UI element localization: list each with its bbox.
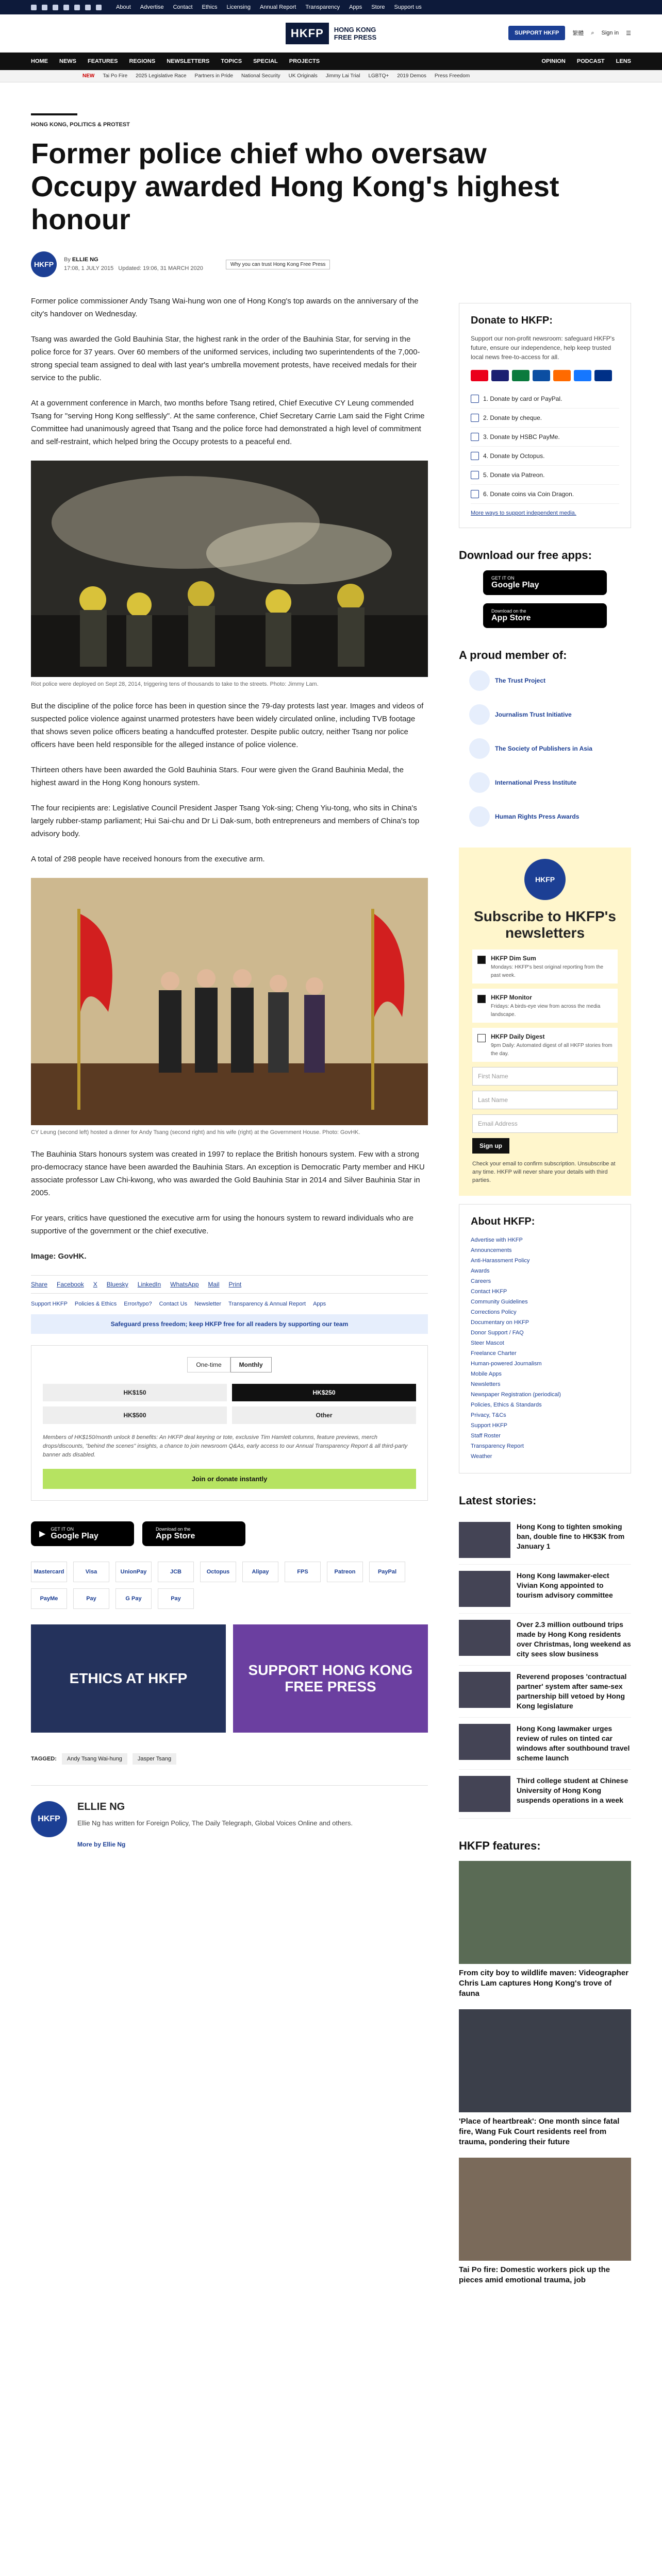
sidebar [459,295,631,2296]
topbar-link-ethics[interactable]: Ethics [202,4,218,10]
trust-project-icon [469,670,490,691]
about-link[interactable]: Mobile Apps [471,1371,502,1377]
member-hrpa[interactable]: Human Rights Press Awards [469,806,621,827]
amount-options [43,1384,416,1424]
about-link[interactable]: Support HKFP [471,1422,507,1429]
google-play-icon: ▶ [39,1530,46,1538]
app-store-button[interactable]: Download on the App Store [142,1521,245,1546]
sidebar-app-store-button[interactable]: Download on the App Store [483,603,607,628]
nav-features[interactable]: FEATURES [88,58,118,64]
sidebar-google-play-button[interactable]: GET IT ON Google Play [483,570,607,595]
support-banner[interactable]: Safeguard press freedom; keep HKFP free for all readers by supporting our team [31,1314,428,1334]
about-link[interactable]: Policies, Ethics & Standards [471,1402,542,1408]
latest-story[interactable]: Reverend proposes 'contractual partner' system after same-sex partnership bill vetoed by Hong Kong legislature [459,1666,631,1718]
trending-link[interactable]: UK Originals [288,73,318,79]
payment-methods [31,1562,428,1609]
author-box-name[interactable]: ELLIE NG [77,1801,125,1812]
support-ad[interactable]: SUPPORT HONG KONG FREE PRESS [233,1624,428,1733]
government-house-photo[interactable] [31,878,428,1125]
support-hkfp-button[interactable]: SUPPORT HKFP [508,26,565,40]
features-title: HKFP features: [459,1839,541,1852]
trending-link[interactable]: National Security [241,73,280,79]
alipay-icon [574,370,591,381]
story-thumbnail [459,1620,510,1656]
youtube-icon[interactable] [63,5,69,10]
checkbox-icon [471,414,479,422]
member-logos [459,670,631,827]
about-link[interactable]: Privacy, T&Cs [471,1412,506,1418]
nav-topics[interactable]: TOPICS [221,58,242,64]
about-link[interactable]: Steer Mascot [471,1340,504,1346]
about-link[interactable]: Contact HKFP [471,1289,507,1295]
about-link[interactable]: Newsletters [471,1381,501,1387]
masthead [0,14,662,53]
fps-icon: FPS [285,1562,321,1582]
tags-row [31,1753,428,1765]
mastercard-icon: Mastercard [31,1562,67,1582]
author-box [31,1785,428,1848]
visa-icon [491,370,509,381]
story-thumbnail [459,1522,510,1558]
article-paragraph: At a government conference in March, two months before Tsang retired, Chief Executive CY Leung commended Tsang for "serving Hong Kong selflessly". At the same conference, Chief Secretary Carrie Lam said the Fight Crime Committee had unanimously agreed that Tsang and the police force had demonstrated a high level of commitment and self-restraint, which helped bring the Occupy protests to a peaceful end. [31,399,425,446]
about-link[interactable]: Freelance Charter [471,1350,517,1357]
footer-link[interactable]: Apps [313,1301,326,1307]
trending-link[interactable]: 2025 Legislative Race [136,73,187,79]
octopus-icon: Octopus [200,1562,236,1582]
footer-link[interactable]: Contact Us [159,1301,188,1307]
member-jti[interactable]: Journalism Trust Initiative [469,704,621,725]
checkbox-icon [471,452,479,460]
about-link[interactable]: Human-powered Journalism [471,1361,542,1367]
author-name[interactable]: ELLIE NG [72,257,98,263]
byline [31,251,631,277]
checkbox-icon [471,471,479,479]
last-name-field[interactable]: Last Name [472,1091,618,1109]
top-utility-bar [0,0,662,14]
share-bluesky[interactable]: Bluesky [106,1281,128,1288]
topbar-link-advertise[interactable]: Advertise [140,4,164,10]
checkbox-icon [471,433,479,441]
author-bio: Ellie Ng has written for Foreign Policy, The Daily Telegraph, Global Voices Online and others. [77,1819,353,1827]
nav-projects[interactable]: PROJECTS [289,58,320,64]
amount-option[interactable]: HK$500 [43,1406,227,1424]
footer-link[interactable]: Newsletter [194,1301,222,1307]
sign-in-link[interactable]: Sign in [601,30,619,36]
app-download-buttons [31,1521,428,1546]
about-link[interactable]: Corrections Policy [471,1309,517,1315]
about-list [471,1235,619,1462]
image-credit: Image: GovHK. [31,1252,87,1261]
donate-option[interactable]: 4. Donate by Octopus. [471,447,619,466]
social-icons [31,5,102,10]
share-print[interactable]: Print [228,1281,242,1288]
newsletter-option[interactable]: HKFP Monitor Fridays: A birds-eye view from across the media landscape. [472,989,618,1023]
sidebar-apps-title: Download our free apps: [459,549,592,562]
donate-option[interactable]: 5. Donate via Patreon. [471,466,619,485]
sidebar-donate-box [459,303,631,528]
email-field[interactable]: Email Address [472,1114,618,1133]
article-title: Former police chief who oversaw Occupy awarded Hong Kong's highest honour [31,137,559,235]
article-paragraph: But the discipline of the police force has been in question since the 79-day protests last year. Images and videos of suspected police violence against unarmed protesters have been widely circulated online, including TVB footage that shows seven police officers beating a handcuffed protester. Despite public outcry, neither Tsang nor police officers have been held responsible for the alleged instance of police violence. [31,702,424,749]
about-link[interactable]: Weather [471,1453,492,1460]
latest-title: Latest stories: [459,1494,537,1507]
more-ways-link[interactable]: More ways to support independent media. [471,510,576,516]
member-sopa[interactable]: The Society of Publishers in Asia [469,738,621,759]
patreon-icon: Patreon [327,1562,363,1582]
article-paragraph: Tsang was awarded the Gold Bauhinia Star, the highest rank in the order of the Bauhinia Star, for serving in the police force for 37 years. Over 60 members of the uniformed services, including two superintendents of the 7,000-strong special team assigned to deal with last year's umbrella movement protests, have received medals for their service to the public. [31,335,420,382]
donate-option[interactable]: 6. Donate coins via Coin Dragon. [471,485,619,504]
about-link[interactable]: Anti-Harassment Policy [471,1258,530,1264]
story-thumbnail [459,1724,510,1760]
trending-link[interactable]: 2019 Demos [397,73,426,79]
about-link[interactable]: Careers [471,1278,491,1284]
donate-option[interactable]: 1. Donate by card or PayPal. [471,389,619,409]
amount-option[interactable]: HK$150 [43,1384,227,1401]
photo-caption: Riot police were deployed on Sept 28, 2014, triggering tens of thousands to take to the streets. Photo: Jimmy Lam. [31,681,319,687]
apple-pay-icon: Pay [158,1588,194,1609]
checkbox-checked-icon[interactable] [477,956,486,964]
nav-podcast[interactable]: PODCAST [576,58,605,64]
more-by-author-link[interactable]: More by Ellie Ng [77,1841,126,1848]
amount-option-other[interactable]: Other [232,1406,416,1424]
signup-note: Check your email to confirm subscription. Unsubscribe at any time. HKFP will never share your details with third parties. [472,1161,616,1183]
latest-story[interactable]: Hong Kong to tighten smoking ban, double fine to HK$3K from January 1 [459,1516,631,1565]
nav-opinion[interactable]: OPINION [541,58,566,64]
trending-link[interactable]: LGBTQ+ [368,73,389,79]
footer-link[interactable]: Error/typo? [124,1301,152,1307]
alipay-icon: Alipay [242,1562,278,1582]
footer-link[interactable]: Transparency & Annual Report [228,1301,306,1307]
publish-date: 17:08, 1 JULY 2015 [64,265,114,272]
article-paragraph: Thirteen others have been awarded the Gold Bauhinia Stars. Four were given the Grand Bauhinia Medal, the highest award in the Hong Kong honours system. [31,766,404,787]
share-linkedin[interactable]: LinkedIn [137,1281,161,1288]
threads-icon[interactable] [85,5,91,10]
updated-date: Updated: 19:06, 31 MARCH 2020 [118,265,203,272]
jcb-icon [533,370,550,381]
checkbox-icon [471,490,479,498]
article-paragraph: A total of 298 people have received honours from the executive arm. [31,855,265,863]
latest-story[interactable]: Over 2.3 million outbound trips made by Hong Kong residents over Christmas, long weekend as city sees slow business [459,1614,631,1666]
sidebar-donate-title: Donate to HKFP: [471,315,553,326]
topbar-link-contact[interactable]: Contact [173,4,193,10]
one-time-tab[interactable]: One-time [187,1357,230,1372]
member-trust-project[interactable]: The Trust Project [469,670,621,691]
article-paragraph: Former police commissioner Andy Tsang Wai-hung won one of Hong Kong's top awards on the anniversary of the city's handover on Wednesday. [31,297,419,318]
site-logo[interactable] [286,23,376,44]
samsung-pay-icon: Pay [73,1588,109,1609]
about-link[interactable]: Staff Roster [471,1433,501,1439]
amount-option-selected[interactable]: HK$250 [232,1384,416,1401]
jti-icon [469,704,490,725]
main-nav [0,53,662,70]
trending-link[interactable]: Partners in Pride [194,73,234,79]
newsletter-option[interactable]: HKFP Dim Sum Mondays: HKFP's best original reporting from the past week. [472,950,618,984]
nav-news[interactable]: NEWS [59,58,76,64]
member-ipi[interactable]: International Press Institute [469,772,621,793]
story-thumbnail [459,1672,510,1708]
latest-stories [459,1516,631,1819]
newsletter-option[interactable]: HKFP Daily Digest 9pm Daily: Automated digest of all HKFP stories from the day. [472,1028,618,1062]
linkedin-icon[interactable] [74,5,80,10]
article-category[interactable]: HONG KONG, POLITICS & PROTEST [31,122,130,128]
octopus-icon [553,370,571,381]
content-columns [31,295,631,2296]
payme-icon: PayMe [31,1588,67,1609]
ipi-icon [469,772,490,793]
riot-police-photo-art [31,461,428,677]
about-link[interactable]: Advertise with HKFP [471,1237,523,1243]
logo-mark: HKFP [286,23,329,44]
article-body [31,295,428,2296]
donate-option[interactable]: 3. Donate by HSBC PayMe. [471,428,619,447]
latest-story[interactable]: Hong Kong lawmaker urges review of rules on tinted car windows after southbound travel scheme launch [459,1718,631,1770]
article-paragraph: The four recipients are: Legislative Council President Jasper Tsang Yok-sing; Cheng Yiu-tong, who sits in China's largely rubber-stamp parliament; Hui Sai-chu and Dr Li Dak-sum, both entrepreneurs and members of China's top advisory body. [31,804,420,838]
newsletter-logo: HKFP [524,859,566,900]
feature-image [459,2009,631,2112]
topbar-link-transparency[interactable]: Transparency [305,4,340,10]
latest-story[interactable]: Third college student at Chinese University of Hong Kong suspends operations in a week [459,1770,631,1819]
menu-icon[interactable]: ☰ [626,30,631,37]
tags-label: TAGGED: [31,1756,57,1762]
article-footer-links [31,1301,428,1307]
masthead-actions [508,26,631,40]
logo-text: HONG KONG FREE PRESS [334,25,377,41]
share-whatsapp[interactable]: WhatsApp [170,1281,199,1288]
instagram-icon[interactable] [53,5,58,10]
jcb-icon: JCB [158,1562,194,1582]
card-logos [471,370,619,381]
government-house-photo-art [31,878,428,1125]
donate-option[interactable]: 2. Donate by cheque. [471,409,619,428]
feature-story[interactable]: 'Place of heartbreak': One month since fatal fire, Wang Fuk Court residents reel from trauma, pondering their future [459,2009,631,2147]
trust-link[interactable]: Why you can trust Hong Kong Free Press [226,260,330,269]
paypal-icon [594,370,612,381]
tag-chip[interactable]: Andy Tsang Wai-hung [62,1753,127,1765]
article-paragraph: For years, critics have questioned the executive arm for using the honours system to reward individuals who are supportive of the government or the chief executive. [31,1214,414,1235]
nav-regions[interactable]: REGIONS [129,58,156,64]
new-badge: NEW [82,73,95,79]
unionpay-icon [512,370,529,381]
trending-link[interactable]: Jimmy Lai Trial [325,73,360,79]
category-rule [31,113,77,115]
facebook-icon[interactable] [31,5,37,10]
latest-story[interactable]: Hong Kong lawmaker-elect Vivian Kong appointed to tourism advisory committee [459,1565,631,1614]
trending-link[interactable]: Tai Po Fire [103,73,128,79]
search-icon[interactable]: ⌕ [591,29,594,36]
checkbox-checked-icon[interactable] [477,995,486,1003]
paypal-icon: PayPal [369,1562,405,1582]
about-title: About HKFP: [471,1216,535,1227]
visa-icon: Visa [73,1562,109,1582]
nav-special[interactable]: SPECIAL [253,58,278,64]
share-facebook[interactable]: Facebook [57,1281,84,1288]
monthly-tab[interactable]: Monthly [230,1357,272,1372]
feature-image [459,2158,631,2261]
ethics-ad[interactable]: ETHICS AT HKFP [31,1624,226,1733]
page-wrapper [31,113,631,2296]
trending-bar [0,70,662,82]
about-link[interactable]: Announcements [471,1247,512,1253]
membership-note: Members of HK$150/month unlock 8 benefits: An HKFP deal keyring or tote, exclusive Tim Hamlett columns, feature previews, merch drops/discounts, "behind the scenes" insights, a chance to join newsroom Q&As, early access to our Annual Transparency Report & all third-party banner ads disabled. [43,1434,408,1458]
about-link[interactable]: Donor Support / FAQ [471,1330,524,1336]
unionpay-icon: UnionPay [115,1562,152,1582]
sidebar-donate-text: Support our non-profit newsroom: safeguard HKFP's future, ensure our independence, help keep trusted local news free-to-access for all. [471,335,615,361]
join-donate-button[interactable]: Join or donate instantly [43,1469,416,1489]
topbar-link-support[interactable]: Support us [394,4,422,10]
about-link[interactable]: Transparency Report [471,1443,524,1449]
footer-link[interactable]: Support HKFP [31,1301,68,1307]
newsletter-box [459,848,631,1196]
article-paragraph: The Bauhinia Stars honours system was created in 1997 to replace the British honours system. Few with a strong pro-democracy stance have been awarded the Bauhinia Stars. An exception is Democratic Party member and HKU associate professor Law Chi-kwong, who was awarded the Gold Bauhinia Star in 2014 and Silver Bauhinia Star in 2005. [31,1150,425,1197]
story-thumbnail [459,1776,510,1812]
donate-widget [31,1345,428,1501]
topbar-link-annual-report[interactable]: Annual Report [259,4,296,10]
topbar-link-about[interactable]: About [116,4,131,10]
hrpa-icon [469,806,490,827]
trending-link[interactable]: Press Freedom [434,73,470,79]
author-avatar[interactable]: HKFP [31,251,57,277]
topbar-link-licensing[interactable]: Licensing [226,4,251,10]
x-icon[interactable] [42,5,47,10]
about-box [459,1204,631,1473]
signup-button[interactable]: Sign up [472,1138,509,1154]
share-label: Share [31,1281,48,1288]
google-play-button[interactable]: ▶ GET IT ON Google Play [31,1521,134,1546]
donate-options [471,389,619,504]
sidebar-member-title: A proud member of: [459,649,567,662]
about-link[interactable]: Awards [471,1268,490,1274]
nav-home[interactable]: HOME [31,58,48,64]
about-link[interactable]: Documentary on HKFP [471,1319,529,1326]
nav-lens[interactable]: LENS [616,58,631,64]
byline-meta: By ELLIE NG 17:08, 1 JULY 2015 Updated: 19:06, 31 MARCH 2020 [64,257,203,272]
author-box-avatar[interactable]: HKFP [31,1801,67,1837]
feature-story[interactable]: From city boy to wildlife maven: Videographer Chris Lam captures Hong Kong's trove of fauna [459,1861,631,1999]
mastercard-icon [471,370,488,381]
language-toggle[interactable]: 繁體 [572,30,584,37]
photo-caption: CY Leung (second left) hosted a dinner for Andy Tsang (second right) and his wife (right) at the Government House. Photo: GovHK. [31,1129,360,1136]
about-link[interactable]: Newspaper Registration (periodical) [471,1392,561,1398]
nav-newsletters[interactable]: NEWSLETTERS [167,58,210,64]
story-thumbnail [459,1571,510,1607]
rss-icon[interactable] [96,5,102,10]
promo-ads [31,1624,428,1733]
footer-link[interactable]: Policies & Ethics [74,1301,117,1307]
about-link[interactable]: Community Guidelines [471,1299,528,1305]
tag-chip[interactable]: Jasper Tsang [133,1753,176,1765]
topbar-link-apps[interactable]: Apps [349,4,362,10]
checkbox-icon [471,395,479,403]
topbar-link-store[interactable]: Store [371,4,385,10]
google-pay-icon: G Pay [115,1588,152,1609]
checkbox-icon[interactable] [477,1034,486,1042]
newsletter-title: Subscribe to HKFP's newsletters [474,908,616,941]
riot-police-photo[interactable] [31,461,428,677]
sopa-icon [469,738,490,759]
feature-story[interactable]: Tai Po fire: Domestic workers pick up the pieces amid emotional trauma, job [459,2158,631,2285]
first-name-field[interactable]: First Name [472,1067,618,1086]
frequency-toggle [43,1357,416,1372]
share-bar [31,1275,428,1294]
share-mail[interactable]: Mail [208,1281,220,1288]
feature-image [459,1861,631,1964]
share-x[interactable]: X [93,1281,97,1288]
